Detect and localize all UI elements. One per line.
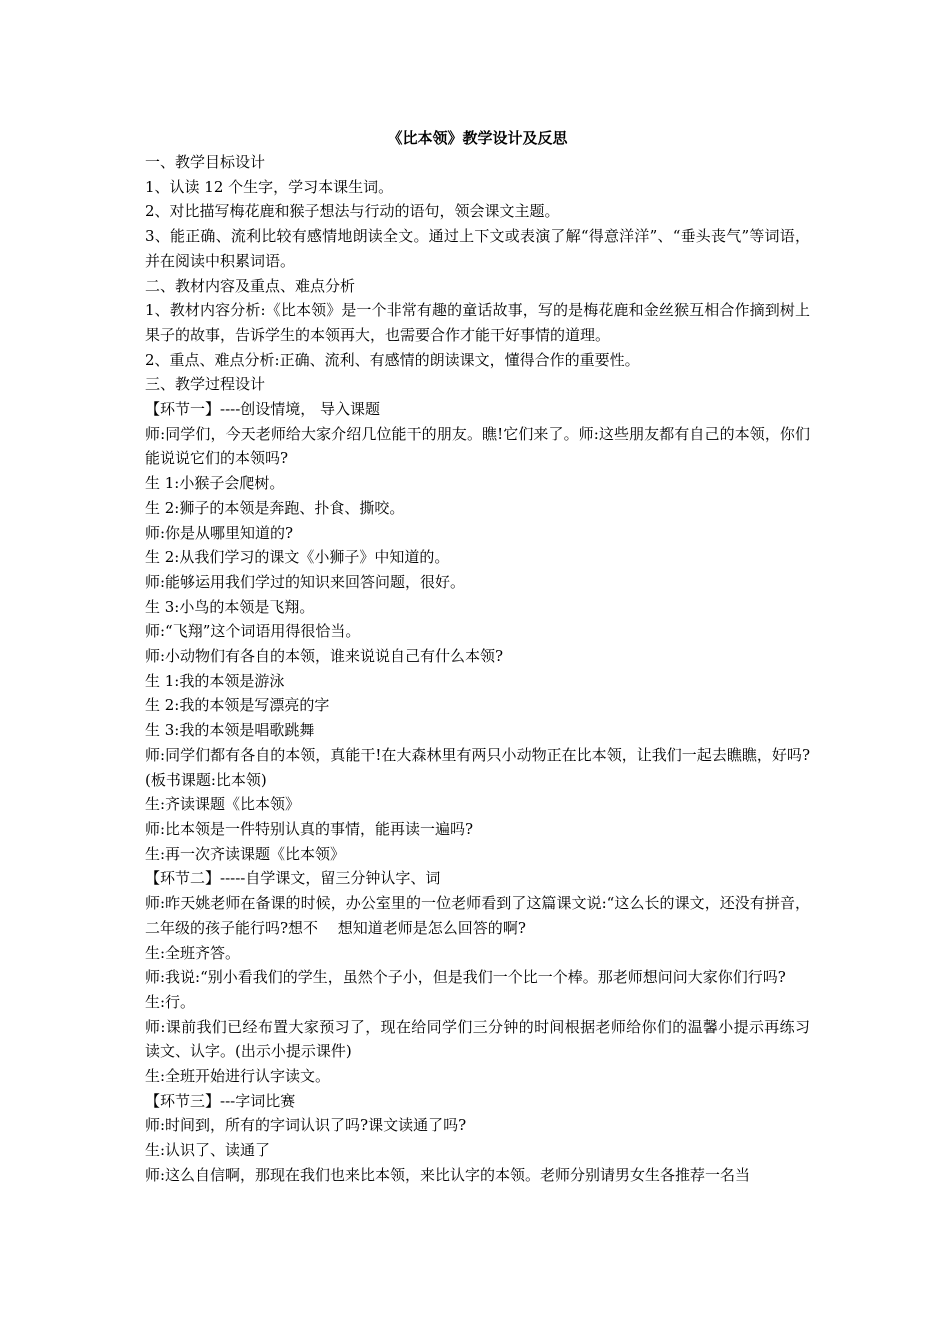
paragraph: 生 3:小鸟的本领是飞翔。 xyxy=(145,597,315,616)
document-paragraphs xyxy=(145,150,810,1188)
paragraph: 师:同学们，今天老师给大家介绍几位能干的朋友。瞧!它们来了。师:这些朋友都有自己的本领，你们能说说它们的本领吗? xyxy=(145,424,810,468)
paragraph: 师:你是从哪里知道的? xyxy=(145,523,294,542)
paragraph: 二、教材内容及重点、难点分析 xyxy=(145,276,356,295)
paragraph: 一、教学目标设计 xyxy=(145,153,266,171)
paragraph: 生:认识了、读通了 xyxy=(145,1141,271,1160)
paragraph: 师:我说:“别小看我们的学生，虽然个子小，但是我们一个比一个棒。那老师想问问大家你们行吗? xyxy=(145,968,786,987)
paragraph: 三、教学过程设计 xyxy=(145,375,266,394)
document-body xyxy=(145,126,810,1188)
paragraph: 师:课前我们已经布置大家预习了，现在给同学们三分钟的时间根据老师给你们的温馨小提示再练习读文、认字。(出示小提示课件) xyxy=(145,1017,810,1061)
paragraph: 3、能正确、流利比较有感情地朗读全文。通过上下文或表演了解“得意洋洋”、“垂头丧气”等词语，并在阅读中积累词语。 xyxy=(145,227,810,270)
paragraph: 2、重点、难点分析:正确、流利、有感情的朗读课文，懂得合作的重要性。 xyxy=(145,350,640,369)
paragraph: 生:齐读课题《比本领》 xyxy=(145,795,301,814)
paragraph: 生 3:我的本领是唱歌跳舞 xyxy=(145,721,315,740)
paragraph: 1、认读 12 个生字，学习本课生词。 xyxy=(145,177,394,196)
paragraph: 【环节一】----创设情境， 导入课题 xyxy=(145,400,381,419)
paragraph: 生:全班开始进行认字读文。 xyxy=(145,1067,331,1086)
paragraph: 生 2:狮子的本领是奔跑、扑食、撕咬。 xyxy=(145,498,405,517)
paragraph: 师:“飞翔”这个词语用得很恰当。 xyxy=(145,622,361,641)
paragraph: 师:同学们都有各自的本领，真能干!在大森林里有两只小动物正在比本领，让我们一起去瞧瞧，好吗?(板书课题:比本领) xyxy=(145,745,810,789)
paragraph: 生:再一次齐读课题《比本领》 xyxy=(145,844,346,863)
paragraph: 师:比本领是一件特别认真的事情，能再读一遍吗? xyxy=(145,819,474,838)
paragraph: 1、教材内容分析:《比本领》是一个非常有趣的童话故事，写的是梅花鹿和金丝猴互相合作摘到树上果子的故事，告诉学生的本领再大，也需要合作才能干好事情的道理。 xyxy=(145,301,810,344)
paragraph: 生 2:我的本领是写漂亮的字 xyxy=(145,696,330,715)
paragraph: 师:能够运用我们学过的知识来回答问题，很好。 xyxy=(145,572,466,591)
paragraph: 生:全班齐答。 xyxy=(145,943,241,962)
paragraph: 生 2:从我们学习的课文《小狮子》中知道的。 xyxy=(145,548,450,567)
paragraph: 生 1:小猴子会爬树。 xyxy=(145,474,285,493)
paragraph: 生:行。 xyxy=(145,992,196,1011)
paragraph: 生 1:我的本领是游泳 xyxy=(145,671,285,690)
paragraph: 师:时间到，所有的字词认识了吗?课文读通了吗? xyxy=(145,1116,467,1135)
paragraph: 【环节二】-----自学课文，留三分钟认字、词 xyxy=(145,869,441,888)
paragraph: 师:昨天姚老师在备课的时候，办公室里的一位老师看到了这篇课文说:“这么长的课文，还没有拼音，二年级的孩子能行吗?想不 想知道老师是怎么回答的啊? xyxy=(145,894,810,937)
paragraph: 2、对比描写梅花鹿和猴子想法与行动的语句，领会课文主题。 xyxy=(145,202,560,221)
paragraph: 师:小动物们有各自的本领，谁来说说自己有什么本领? xyxy=(145,647,504,666)
document-title: 《比本领》教学设计及反思 xyxy=(387,129,568,147)
paragraph: 师:这么自信啊，那现在我们也来比本领，来比认字的本领。老师分别请男女生各推荐一名当 xyxy=(145,1165,751,1184)
paragraph: 【环节三】---字词比赛 xyxy=(145,1091,296,1110)
